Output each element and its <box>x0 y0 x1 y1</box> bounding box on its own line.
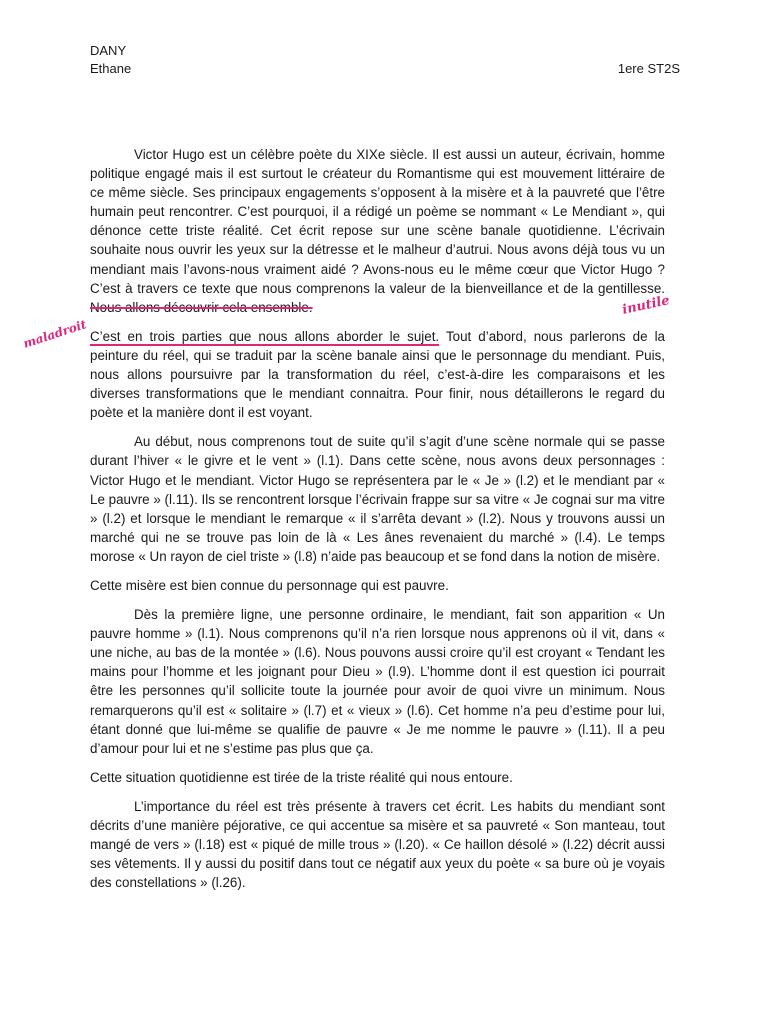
paragraph-scene: Au début, nous comprenons tout de suite qu’il s’agit d’une scène normale qui se passe durant l’hiver « le givre et le vent » (l.1). Dans cette scène, nous avons deux personnages : Victor Hugo et le mendiant. Victor Hugo se représentera par le « Je » (l.2) et le mendiant par « Le pauvre » (l.11). Ils se rencontrent lorsque l’écrivain frappe sur sa vitre « Je cognai sur ma vitre » (l.2) et lorsque le mendiant le remarque « il s’arrêta devant » (l.2). Nous y trouvons aussi un marché qui ne se trouve pas loin de là « Les ânes revenaient du marché » (l.4). Le temps morose « Un rayon de ciel triste » (l.8) n’aide pas beaucoup et se fond dans la notion de misère. <box>90 434 665 564</box>
class-label: 1ere ST2S <box>617 61 680 76</box>
underlined-sentence: C’est en trois parties que nous allons aborder le sujet. <box>90 328 440 344</box>
student-first-name: Ethane <box>90 61 132 76</box>
paragraph-mendiant: Dès la première ligne, une personne ordinaire, le mendiant, fait son apparition « Un pauvre homme » (l.1). Nous comprenons qu’il n’a rien lorsque nous apprenons où il vit, dans « une niche, au bas de la montée » (l.6). Nous pouvons aussi croire qu’il est croyant « Tendant les mains pour l’homme et les joignant pour Dieu » (l.9). L’homme dont il est question ici pourrait être les personnes qu’il sollicite toute la journée pour avoir de quoi vivre un minimum. Nous remarquerons qu’il est « solitaire » (l.7) et « vieux » (l.6). Cet homme n’a peu d’estime pour lui, étant donné que lui-même se qualifie de pauvre « Je me nomme le pauvre » (l.11). Il a peu d’amour pour lui et ne s’estime pas plus que ça. <box>90 607 665 756</box>
paragraph-reel: L’importance du réel est très présente à travers cet écrit. Les habits du mendiant sont décrits d’une manière péjorative, ce qui accentue sa misère et sa pauvreté « Son manteau, tout mangé de vers » (l.18) est « piqué de mille trous » (l.20). « Ce haillon désolé » (l.22) décrit aussi ses vêtements. Il y aussi du positif dans tout ce négatif aux yeux du poète « sa bure où je voyais des constellations » (l.26). <box>90 798 665 891</box>
annotation-inutile: inutile <box>620 293 672 318</box>
paragraph-introduction <box>90 145 665 317</box>
struck-sentence: Nous allons découvrir cela ensemble. <box>90 299 313 315</box>
paragraph-transition-2: Cette situation quotidienne est tirée de la triste réalité qui nous entoure. <box>90 769 513 785</box>
student-header <box>90 42 680 78</box>
annotation-maladroit: maladroit <box>21 317 89 351</box>
introduction-text: Victor Hugo est un célèbre poète du XIXe siècle. Il est aussi un auteur, écrivain, homme politique engagé mais il est surtout le créateur du Romantisme qui est mouvement littéraire de ce même siècle. Ses principaux engagements s’opposent à la misère et à la pauvreté que l’être humain peut rencontrer. C’est pourquoi, il a rédigé un poème se nommant « Le Mendiant », qui dénonce cette triste réalité. Cet écrit repose sur une scène banale quotidienne. L’écrivain souhaite nous ouvrir les yeux sur la détresse et le malheur d’autrui. Nous avons déjà tous vu un mendiant mais l’avons-nous vraiment aidé ? Avons-nous eu le même cœur que Victor Hugo ? C’est à travers ce texte que nous comprenons la valeur de la bienveillance et de la gentillesse. <box>90 147 665 296</box>
essay-body <box>90 145 665 902</box>
paragraph-transition-1: Cette misère est bien connue du personnage qui est pauvre. <box>90 577 449 593</box>
student-last-name: DANY <box>90 43 127 58</box>
outline-text: Tout d’abord, nous parlerons de la peinture du réel, qui se traduit par la scène banale ainsi que le personnage du mendiant. Puis, nous allons poursuivre par la transformation du réel, c’est-à-dire les comparaisons et les diverses transformations que le mendiant connaitra. Pour finir, nous détaillerons le regard du poète et la manière dont il est voyant. <box>90 328 665 421</box>
paragraph-outline <box>90 327 665 422</box>
